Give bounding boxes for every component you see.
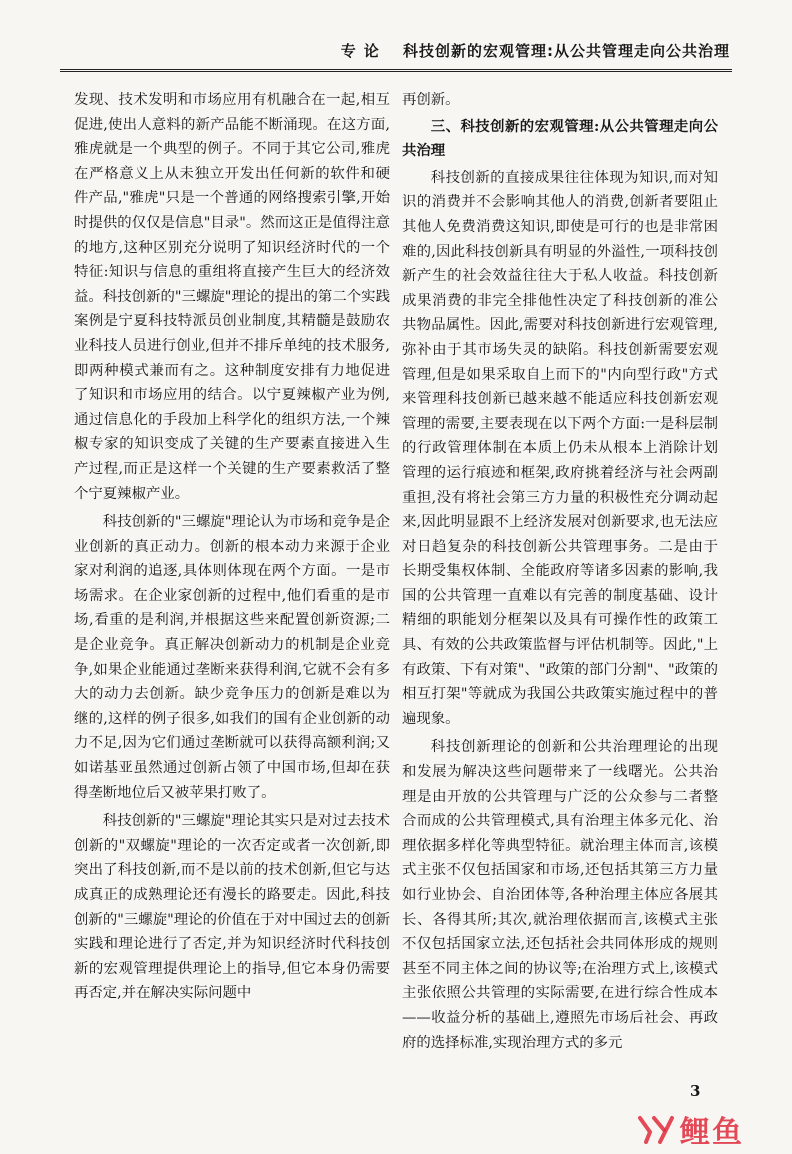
section-label: 专论: [340, 42, 387, 60]
header-rule: [60, 69, 732, 72]
right-column: [402, 88, 718, 1055]
paragraph: 科技创新的直接成果往往体现为知识,而对知识的消费并不会影响其他人的消费,创新者要阻止其他人免费消费这知识,即使是可行的也是非常困难的,因此科技创新具有明显的外溢性,一项科技创新产生的社会效益往往大于私人收益。科技创新成果消费的非完全排他性决定了科技创新的准公共物品属性。因此,需要对科技创新进行宏观管理,弥补由于其市场失灵的缺陷。科技创新需要宏观管理,但是如果采取自上而下的"内向型行政"方式来管理科技创新已越来越不能适应科技创新宏观管理的需要,主要表现在以下两个方面:一是科层制的行政管理体制在本质上仍未从根本上消除计划管理的运行痕迹和框架,政府挑着经济与社会两副重担,没有将社会第三方力量的积极性充分调动起来,因此明显跟不上经济发展对创新要求,也无法应对日趋复杂的科技创新公共管理事务。二是由于长期受集权体制、全能政府等诸多因素的影响,我国的公共管理一直难以有完善的制度基础、设计精细的职能划分框架以及具有可操作性的政策工具、有效的公共政策监督与评估机制等。因此,"上有政策、下有对策"、"政策的部门分割"、"政策的相互打架"等就成为我国公共政策实施过程中的普遍现象。: [402, 169, 718, 727]
paragraph: 科技创新的"三螺旋"理论认为市场和竞争是企业创新的真正动力。创新的根本动力来源于企业家对利润的追逐,具体则体现在两个方面。一是市场需求。在企业家创新的过程中,他们看重的是市场,看重的是利润,并根据这些来配置创新资源;二是企业竞争。真正解决创新动力的机制是企业竞争,如果企业能通过垄断来获得利润,它就不会有多大的动力去创新。缺少竞争压力的创新是难以为继的,这样的例子很多,如我们的国有企业创新的动力不足,因为它们通过垄断就可以获得高额利润;又如诺基亚虽然通过创新占领了中国市场,但却在获得垄断地位后又被苹果打败了。: [74, 514, 390, 801]
page-number: 3: [690, 1082, 701, 1100]
section-heading: 三、科技创新的宏观管理:从公共管理走向公共治理: [402, 117, 718, 160]
left-column: [74, 88, 390, 1006]
fish-mark-icon: [636, 1112, 676, 1146]
paragraph-continuation: 再创新。: [402, 92, 460, 108]
paragraph: 发现、技术发明和市场应用有机融合在一起,相互促进,使出人意料的新产品能不断涌现。在这方面,雅虎就是一个典型的例子。不同于其它公司,雅虎在严格意义上从未独立开发出任何新的软件和硬件产品,"雅虎"只是一个普通的网络搜索引擎,开始时提供的仅仅是信息"目录"。然而这正是值得注意的地方,这种区别充分说明了知识经济时代的一个特征:知识与信息的重组将直接产生巨大的经济效益。科技创新的"三螺旋"理论的提出的第二个实践案例是宁夏科技特派员创业制度,其精髓是鼓励农业科技人员进行创业,但并不排斥单纯的技术服务,即两种模式兼而有之。这种制度安排有力地促进了知识和市场应用的结合。以宁夏辣椒产业为例,通过信息化的手段加上科学化的组织方法,一个辣椒专家的知识变成了关键的生产要素直接进入生产过程,而正是这样一个关键的生产要素救活了整个宁夏辣椒产业。: [74, 92, 390, 502]
article-title: 科技创新的宏观管理:从公共管理走向公共治理: [402, 42, 730, 60]
watermark-text: 鲤鱼: [680, 1115, 744, 1150]
paragraph: 科技创新理论的创新和公共治理理论的出现和发展为解决这些问题带来了一线曙光。公共治理是由开放的公共管理与广泛的公众参与二者整合而成的公共管理模式,具有治理主体多元化、治理依据多样化等典型特征。就治理主体而言,该模式主张不仅包括国家和市场,还包括其第三方力量如行业协会、自治团体等,各种治理主体应各展其长、各得其所;其次,就治理依据而言,该模式主张不仅包括国家立法,还包括社会共同体形成的规则甚至不同主体之间的协议等;在治理方式上,该模式主张依照公共管理的实际需要,在进行综合性成本——收益分析的基础上,遵照先市场后社会、再政府的选择标准,实现治理方式的多元: [402, 739, 718, 1051]
watermark-logo: [636, 1108, 786, 1150]
paragraph: 科技创新的"三螺旋"理论其实只是对过去技术创新的"双螺旋"理论的一次否定或者一次创新,即突出了科技创新,而不是以前的技术创新,但它与达成真正的成熟理论还有漫长的路要走。因此,科技创新的"三螺旋"理论的价值在于对中国过去的创新实践和理论进行了否定,并为知识经济时代科技创新的宏观管理提供理论上的指导,但它本身仍需要再否定,并在解决实际问题中: [74, 813, 390, 1002]
running-header: [300, 40, 730, 61]
